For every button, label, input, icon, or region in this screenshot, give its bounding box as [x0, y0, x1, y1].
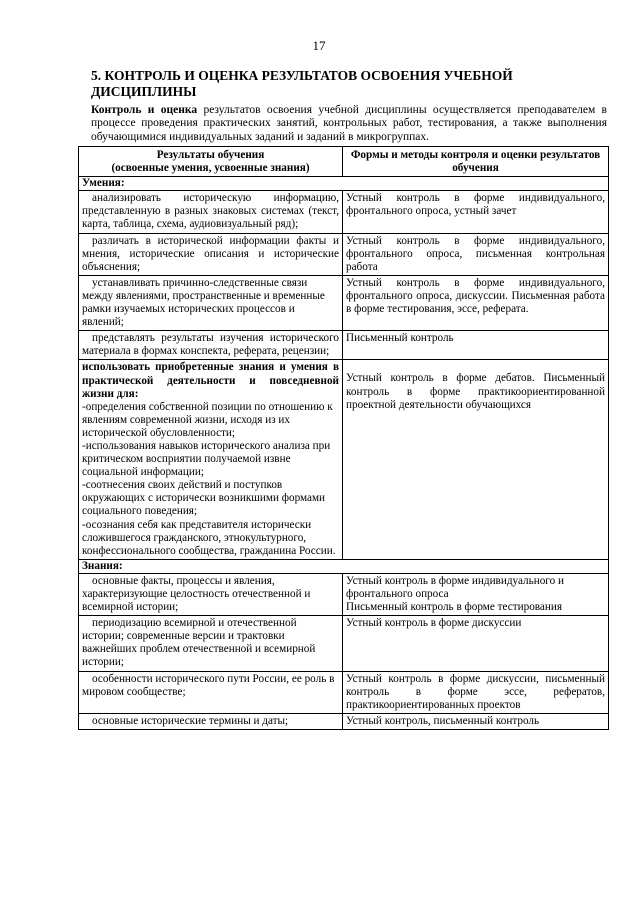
table-header-row	[79, 147, 609, 177]
knowledge-method-line: Письменный контроль в форме тестирования	[346, 601, 563, 614]
table-row	[79, 671, 609, 713]
assessment-table	[78, 146, 609, 730]
section-knowledge-label: Знания:	[79, 559, 609, 573]
table-row	[79, 713, 609, 729]
skill-method: Устный контроль в форме индивидуального, фронтального опроса, письменная контрольная работа	[343, 233, 609, 275]
skill-result: анализировать историческую информацию, представленную в разных знаковых системах (текст, карта, таблица, схема, аудиовизуальный ряд);	[79, 191, 343, 233]
intro-text: результатов освоения учебной дисциплины осуществляется преподавателем в процессе проведения практических занятий, контрольных работ, тестирования, а также выполнения обучающимися индивидуальных заданий и заданий в микрогруппах.	[91, 104, 607, 143]
applied-skills-item: -осознания себя как представителя исторически сложившегося гражданского, этнокультурного, конфессионального сообщества, гражданина России.	[82, 518, 336, 557]
header-results-subtitle: (освоенные умения, усвоенные знания)	[111, 162, 310, 175]
knowledge-method-line: Устный контроль, письменный контроль	[346, 714, 540, 727]
applied-skills-item: -определения собственной позиции по отношению к явлениям современной жизни, исходя из их исторической обусловленности;	[82, 400, 333, 439]
intro-paragraph	[91, 104, 607, 144]
knowledge-method	[343, 713, 609, 729]
applied-skills-item: -соотнесения своих действий и поступков окружающих с исторически возникшими формами социального поведения;	[82, 479, 326, 518]
header-methods: Формы и методы контроля и оценки результатов обучения	[343, 147, 609, 177]
table-row	[79, 233, 609, 275]
table-row	[79, 616, 609, 671]
applied-skills-item: -использования навыков исторического анализа при критическом восприятии получаемой извне социальной информации;	[82, 439, 331, 479]
knowledge-method	[343, 671, 609, 713]
applied-skills-title: использовать приобретенные знания и умения в практической деятельности и повседневной жизни для:	[82, 361, 339, 400]
skill-result: различать в исторической информации факты и мнения, исторические описания и исторические объяснения;	[79, 233, 343, 275]
table-row	[79, 360, 609, 559]
knowledge-method	[343, 616, 609, 671]
knowledge-result: особенности исторического пути России, ее роль в мировом сообществе;	[79, 671, 343, 713]
section-heading: 5. КОНТРОЛЬ И ОЦЕНКА РЕЗУЛЬТАТОВ ОСВОЕНИЯ УЧЕБНОЙ ДИСЦИПЛИНЫ	[91, 68, 513, 99]
table-row	[79, 275, 609, 330]
skill-method: Устный контроль в форме индивидуального, фронтального опроса, дискуссии. Письменная работа в форме тестирования, эссе, реферата.	[343, 275, 609, 330]
skill-result: устанавливать причинно-следственные связи между явлениями, пространственные и временные рамки изучаемых исторических процессов и явлений;	[79, 275, 343, 330]
applied-skills-cell	[79, 360, 343, 559]
table-row	[79, 191, 609, 233]
header-results-title: Результаты обучения	[156, 149, 265, 161]
knowledge-method-line: Устный контроль в форме дискуссии, письменный контроль в форме эссе, рефератов, практикоориентированных проектов	[346, 672, 605, 711]
knowledge-result: периодизацию всемирной и отечественной истории; современные версии и трактовки важнейших проблем отечественной и всемирной истории;	[79, 616, 343, 671]
knowledge-result: основные факты, процессы и явления, характеризующие целостность отечественной и всемирной истории;	[79, 573, 343, 615]
table-row	[79, 331, 609, 360]
knowledge-result: основные исторические термины и даты;	[79, 713, 343, 729]
applied-skills-method: Устный контроль в форме дебатов. Письменный контроль в форме практикоориентированной проектной деятельности обучающихся	[343, 360, 609, 559]
section-skills-row	[79, 177, 609, 191]
section-knowledge-row	[79, 559, 609, 573]
section-skills-label: Умения:	[79, 177, 609, 191]
table-row	[79, 573, 609, 615]
skill-method: Письменный контроль	[343, 331, 609, 360]
header-results	[79, 147, 343, 177]
page-number: 17	[312, 38, 326, 53]
skill-result: представлять результаты изучения исторического материала в формах конспекта, реферата, рецензии;	[79, 331, 343, 360]
knowledge-method-line: Устный контроль в форме индивидуального и фронтального опроса	[346, 574, 564, 600]
knowledge-method	[343, 573, 609, 615]
knowledge-method-line: Устный контроль в форме дискуссии	[346, 617, 522, 630]
intro-bold-lead: Контроль и оценка	[91, 104, 198, 116]
skill-method: Устный контроль в форме индивидуального, фронтального опроса, устный зачет	[343, 191, 609, 233]
